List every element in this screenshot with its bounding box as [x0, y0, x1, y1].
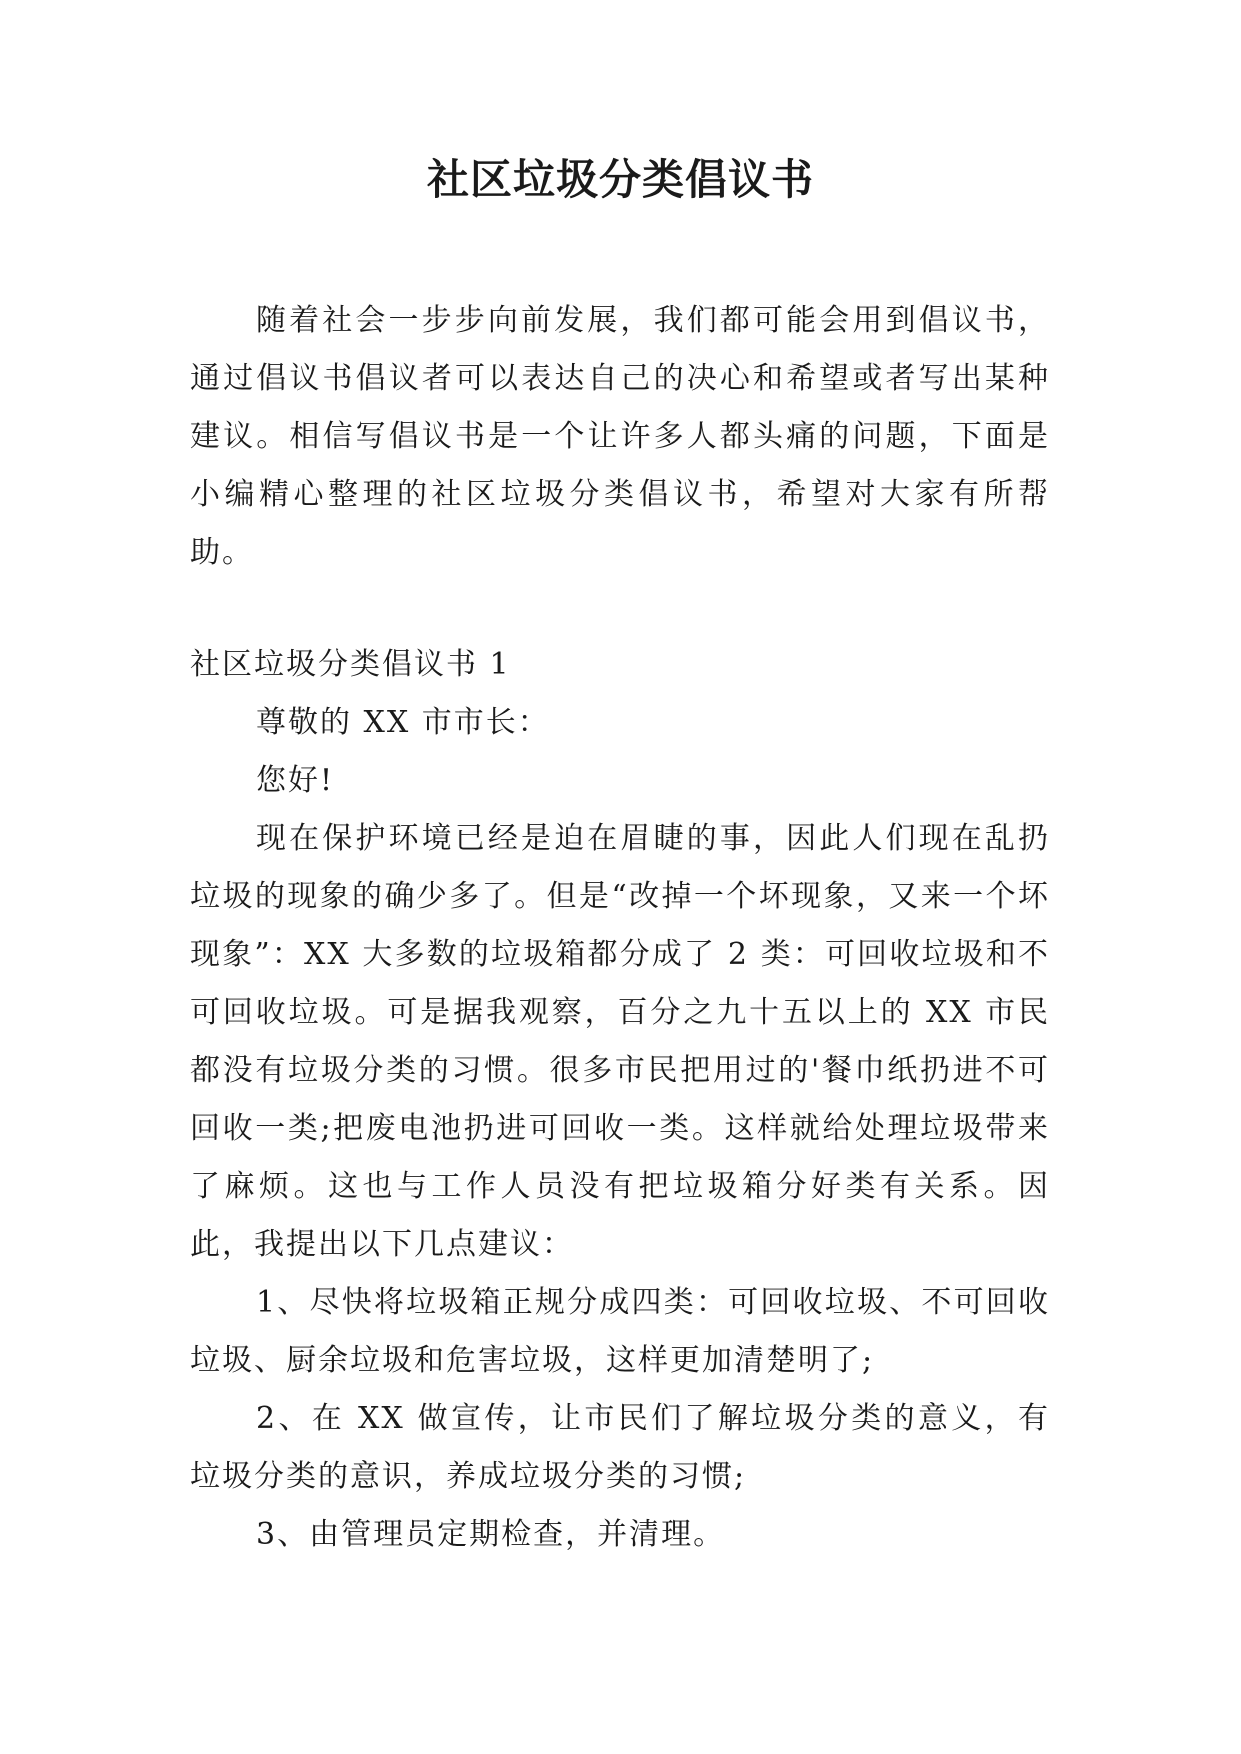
salutation: 尊敬的 XX 市市长： — [256, 705, 550, 740]
suggestion-item: 3、由管理员定期检查，并清理。 — [256, 1517, 726, 1552]
suggestion-item: 2、在 XX 做宣传，让市民们了解垃圾分类的意义，有垃圾分类的意识，养成垃圾分类的习惯; — [190, 1401, 1050, 1494]
letter-section — [190, 636, 1050, 1564]
letter-paragraph: 现在保护环境已经是迫在眉睫的事，因此人们现在乱扔垃圾的现象的确少多了。但是“改掉一个坏现象，又来一个坏现象”：XX 大多数的垃圾箱都分成了 2 类：可回收垃圾和不可回收垃圾。可是据我观察，百分之九十五以上的 XX 市民都没有垃圾分类的习惯。很多市民把用过的'餐巾纸扔进不可回收一类;把废电池扔进可回收一类。这样就给处理垃圾带来了麻烦。这也与工作人员没有把垃圾箱分好类有关系。因此，我提出以下几点建议： — [190, 821, 1050, 1262]
intro-paragraph: 随着社会一步步向前发展，我们都可能会用到倡议书，通过倡议书倡议者可以表达自己的决心和希望或者写出某种建议。相信写倡议书是一个让许多人都头痛的问题，下面是小编精心整理的社区垃圾分类倡议书，希望对大家有所帮助。 — [190, 303, 1050, 570]
greeting: 您好! — [256, 763, 335, 798]
section-heading: 社区垃圾分类倡议书 1 — [190, 647, 511, 682]
document-title: 社区垃圾分类倡议书 — [426, 155, 814, 204]
suggestion-item: 1、尽快将垃圾箱正规分成四类：可回收垃圾、不可回收垃圾、厨余垃圾和危害垃圾，这样更加清楚明了; — [190, 1285, 1050, 1378]
